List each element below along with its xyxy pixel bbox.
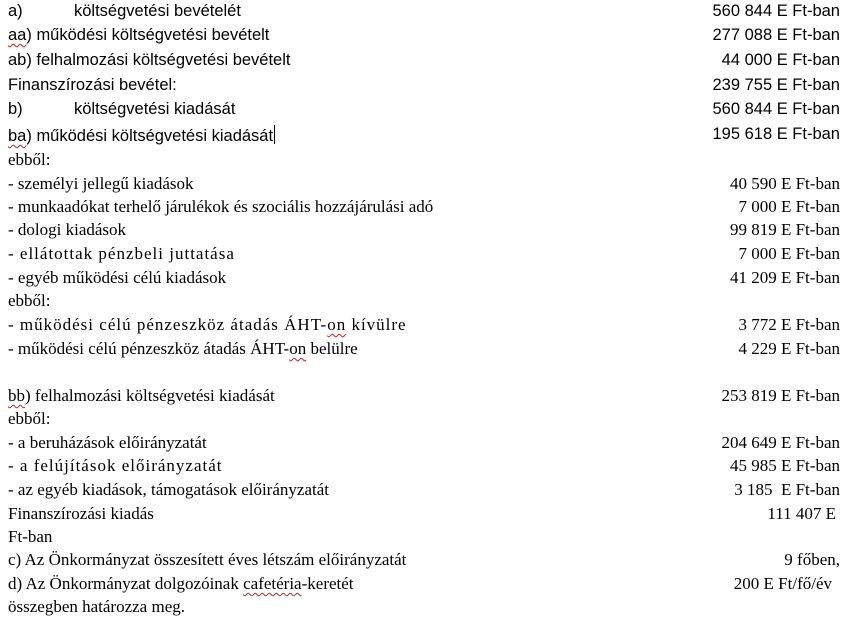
line-financing-revenue [8,76,840,98]
line-value: 44 000 E Ft-ban [721,51,840,69]
line-ab [8,51,840,73]
line-text: - dologi kiadások [8,220,127,239]
line-text: - működési célú pénzeszköz átadás ÁHT- [8,339,290,358]
line-value: 4 229 E Ft-ban [738,339,840,358]
line-text: ab) felhalmozási költségvetési bevételt [8,51,291,69]
line-text: - személyi jellegű kiadások [8,174,194,193]
line-value: 204 649 E Ft-ban [721,433,840,452]
line-value: 195 618 E Ft-ban [712,125,840,143]
line-text: költségvetési bevételét [74,2,241,20]
line-text: ) felhalmozási költségvetési kiadását [25,386,275,405]
line-value: 3 772 E Ft-ban [738,315,840,334]
line-dologi [8,220,840,242]
line-text: ) működési költségvetési kiadását [26,127,274,145]
spellcheck-underline: bb [8,386,25,405]
line-text: -keretét [301,574,354,593]
line-value: 7 000 E Ft-ban [738,244,840,263]
line-ebbol [8,291,840,313]
line-text: összegben határozza meg. [8,597,185,616]
spellcheck-underline: cafetéria [243,574,302,593]
spellcheck-underline: on [289,339,307,358]
line-text: ) működési költségvetési bevételt [26,26,270,44]
line-value: 3 185 E Ft-ban [734,480,840,499]
line-text: - ellátottak pénzbeli juttatása [8,244,235,263]
line-belulre [8,339,840,361]
line-value: 239 755 E Ft-ban [712,76,840,94]
line-felujitasok [8,456,840,478]
line-value: 7 000 E Ft-ban [738,197,840,216]
line-value: 45 985 E Ft-ban [729,456,840,475]
line-ellatottak [8,244,840,266]
line-value: 560 844 E Ft-ban [712,2,840,20]
line-ebbol [8,150,840,172]
line-aa [8,26,840,48]
line-value: 560 844 E Ft-ban [712,100,840,118]
line-value: 99 819 E Ft-ban [729,220,840,239]
line-text: ebből: [8,291,51,310]
spellcheck-underline: on [327,315,347,334]
line-b [8,100,840,122]
line-value: 277 088 E Ft-ban [712,26,840,44]
line-a [8,2,840,24]
line-text: - az egyéb kiadások, támogatások előirányzatát [8,480,329,499]
line-text: - egyéb működési célú kiadások [8,268,227,287]
line-egyeb-mukodesi [8,268,840,290]
line-financing-expense [8,504,840,526]
line-value: 253 819 E Ft-ban [721,386,840,405]
line-ba [8,125,840,147]
line-ftban [8,527,840,549]
line-value: 40 590 E Ft-ban [729,174,840,193]
line-ebbol [8,409,840,431]
line-bb [8,386,840,408]
line-text: - működési célú pénzeszköz átadás ÁHT- [8,315,328,334]
line-munkaado [8,197,840,219]
line-beruhazasok [8,433,840,455]
line-text: - a beruházások előirányzatát [8,433,207,452]
line-prefix: b) [8,100,23,118]
text-cursor [274,125,275,144]
line-text: - a felújítások előirányzatát [8,456,223,475]
line-text: ebből: [8,409,51,428]
line-value: 111 407 E [767,504,836,523]
line-text: belülre [306,339,358,358]
line-text: kívülre [346,315,407,334]
line-value: 200 E Ft/fő/év [733,574,832,593]
line-text: - munkaadókat terhelő járulékok és szociális hozzájárulási adó [8,197,434,216]
line-c [8,550,840,572]
line-text: Ft-ban [8,527,53,546]
line-text: Finanszírozási bevétel: [8,76,177,94]
line-szemelyi [8,174,840,196]
line-text: d) Az Önkormányzat dolgozóinak [8,574,244,593]
line-text: ebből: [8,150,51,169]
line-text: c) Az Önkormányzat összesített éves létszám előirányzatát [8,550,407,569]
spellcheck-underline: aa [8,26,27,44]
line-d [8,574,840,596]
line-egyeb-kiadasok [8,480,840,502]
line-text: Finanszírozási kiadás [8,504,154,523]
line-kivulre [8,315,840,337]
line-value: 41 209 E Ft-ban [729,268,840,287]
line-closing [8,597,840,619]
line-prefix: a) [8,2,23,20]
line-value: 9 főben, [784,550,840,569]
line-text: költségvetési kiadását [74,100,236,118]
spellcheck-underline: ba [8,127,27,145]
